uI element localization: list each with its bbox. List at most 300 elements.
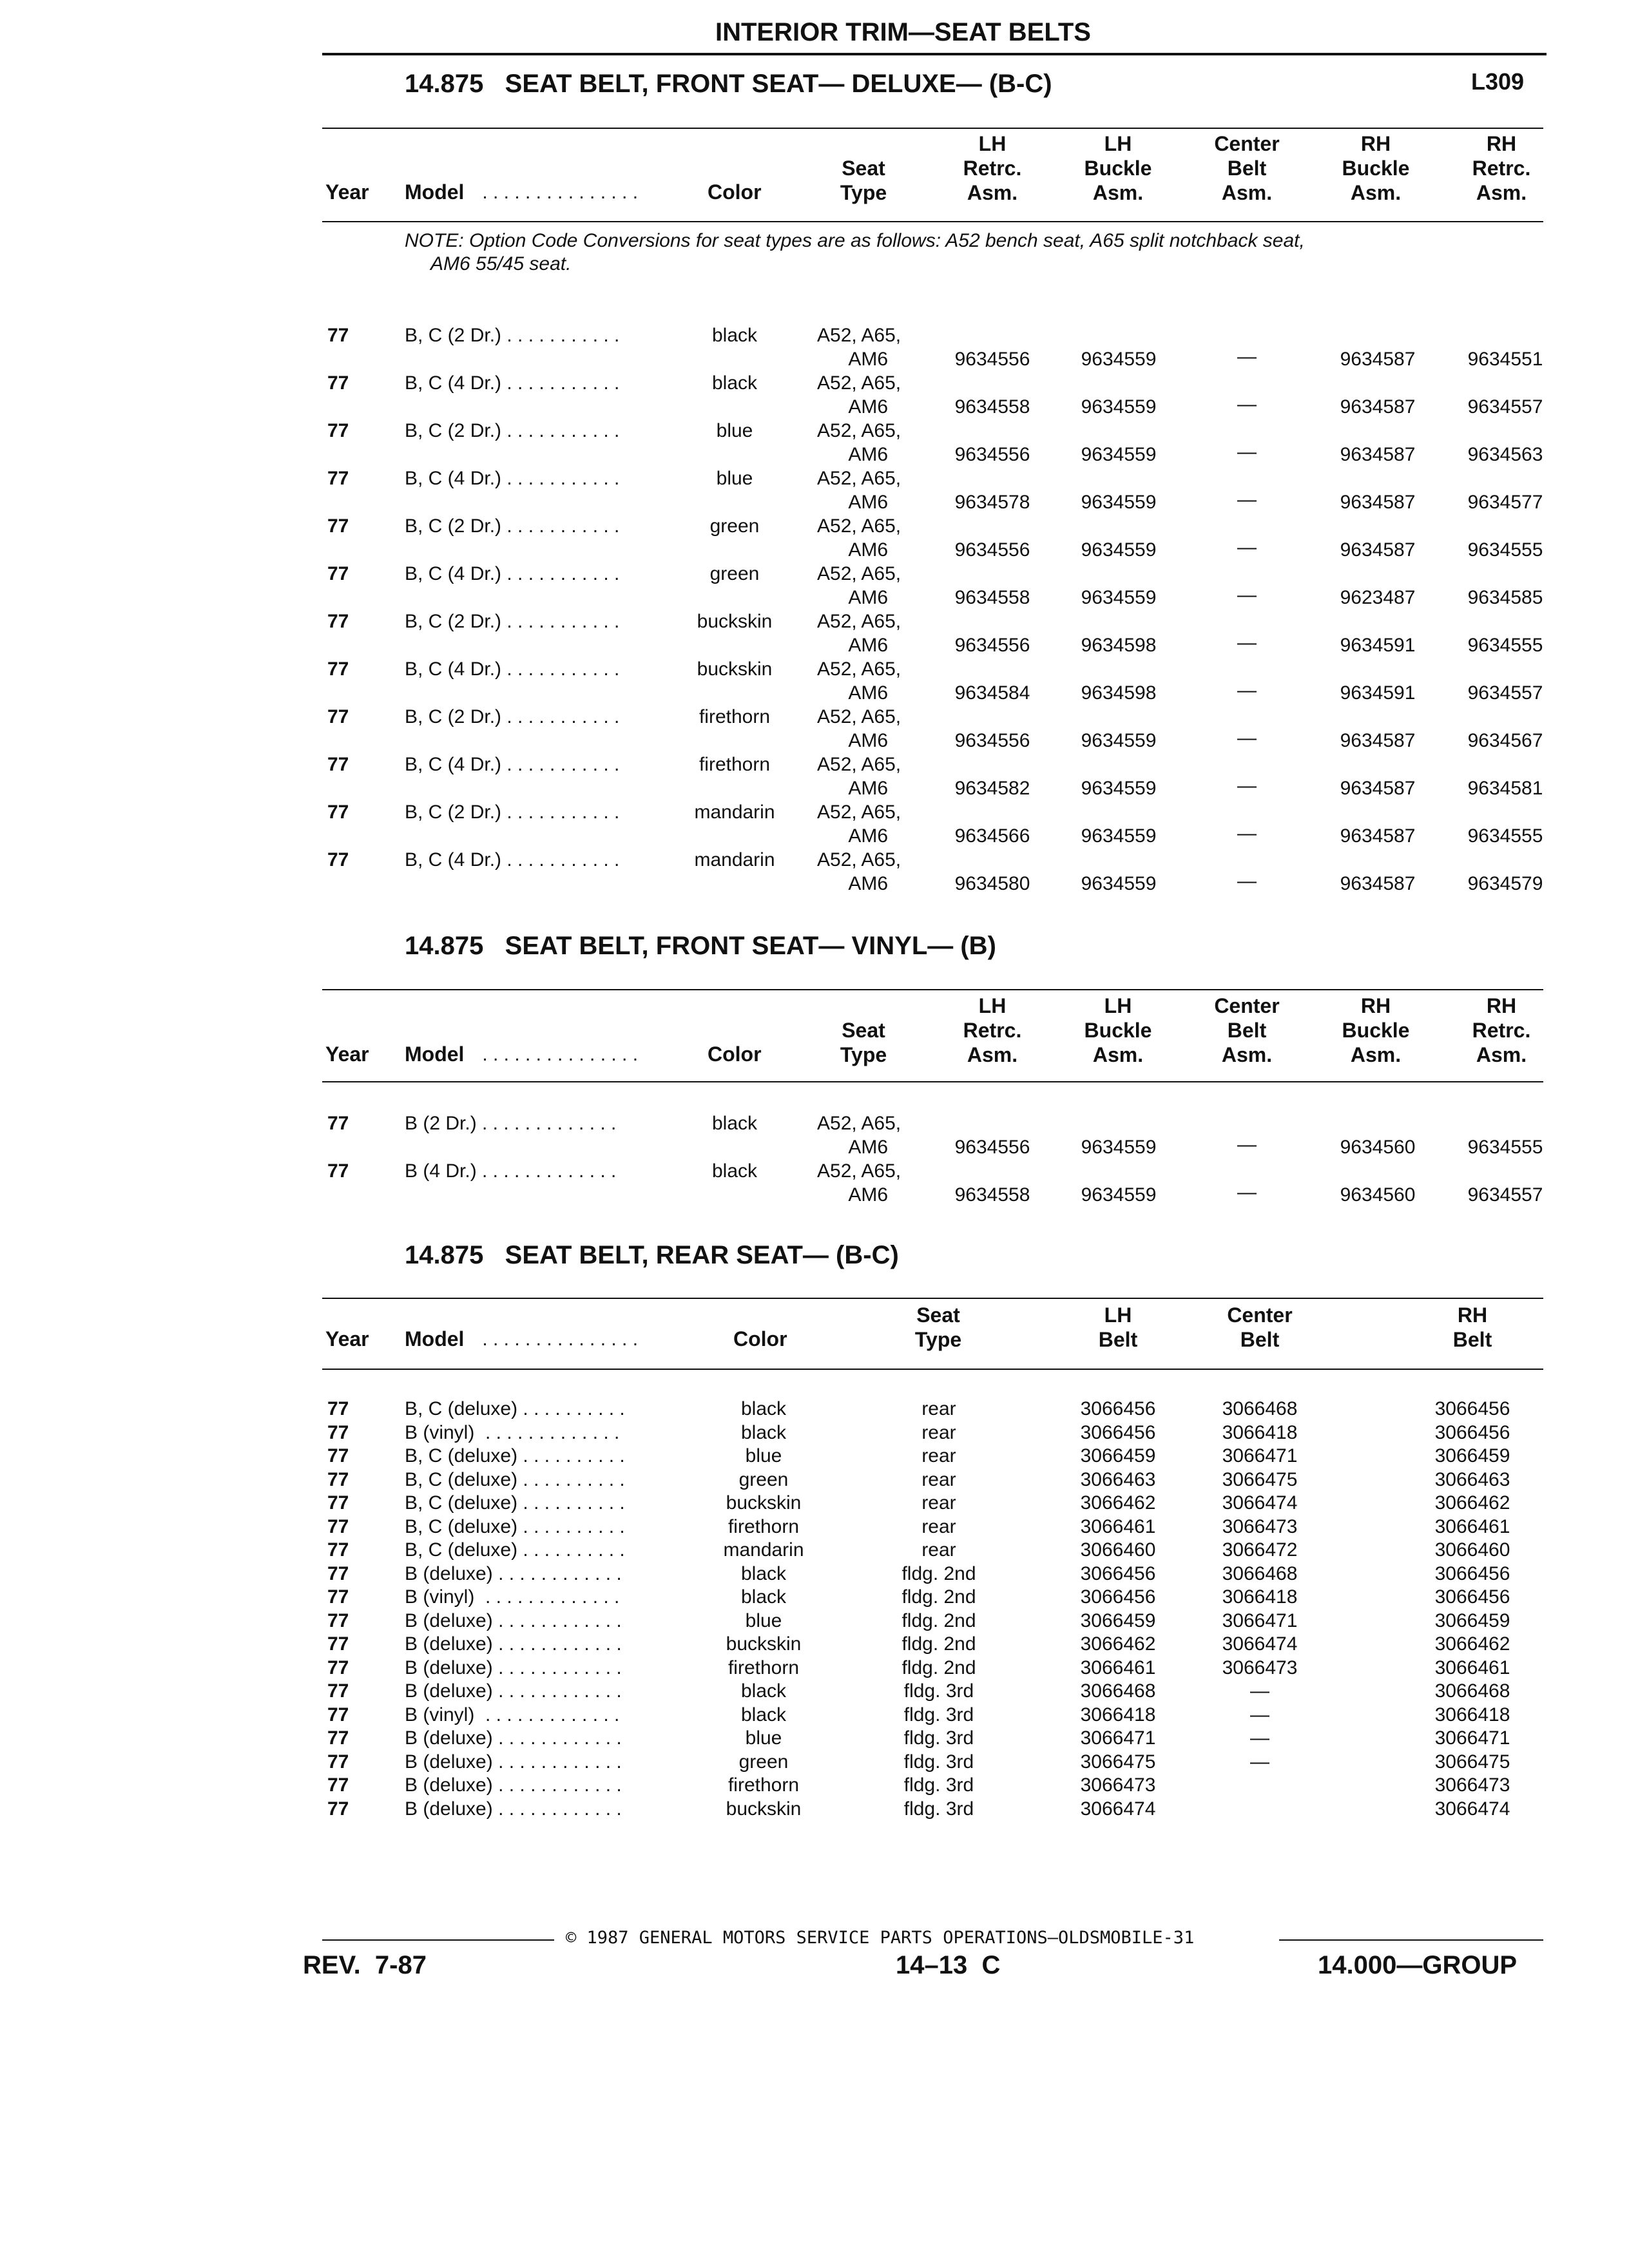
row-lh-buckle: 9634559 [1081, 539, 1157, 561]
row-year: 77 [327, 611, 349, 632]
row-color: firethorn [728, 1515, 800, 1537]
row-lh-buckle: 9634559 [1081, 778, 1157, 799]
row-model: B (deluxe) . . . . . . . . . . . . [405, 1774, 622, 1796]
row-center-belt: — [1237, 727, 1257, 749]
header-color: Color [708, 180, 762, 204]
row-lh-buckle: 9634559 [1081, 730, 1157, 751]
row-rh-belt: 3066461 [1434, 1657, 1510, 1678]
header-center-belt: Center Belt Asm. [1214, 994, 1280, 1066]
row-color: black [740, 1704, 787, 1725]
row-center-belt: 3066473 [1222, 1657, 1298, 1678]
row-seat-type-line1: A52, A65, [817, 563, 901, 584]
row-lh-retrc: 9634556 [954, 730, 1030, 751]
row-seat-type-line2: AM6 [848, 730, 888, 751]
row-color: blue [716, 420, 753, 441]
row-model: B, C (deluxe) . . . . . . . . . . [405, 1445, 625, 1466]
row-rh-retrc: 9634563 [1467, 444, 1543, 465]
row-color: blue [745, 1445, 782, 1466]
row-color: black [740, 1586, 787, 1608]
row-color: black [711, 325, 758, 346]
row-year: 77 [327, 849, 349, 870]
row-model: B, C (deluxe) . . . . . . . . . . [405, 1398, 625, 1419]
row-seat-type: fldg. 3rd [903, 1798, 974, 1820]
row-model: B (deluxe) . . . . . . . . . . . . [405, 1680, 622, 1702]
row-year: 77 [327, 1751, 349, 1773]
row-center-belt: — [1237, 1134, 1257, 1155]
row-lh-belt: 3066462 [1080, 1633, 1156, 1655]
page-code: L309 [1471, 68, 1525, 95]
row-seat-type-line1: A52, A65, [817, 515, 901, 537]
row-lh-retrc: 9634556 [954, 444, 1030, 465]
row-rh-belt: 3066473 [1434, 1774, 1510, 1796]
row-year: 77 [327, 1492, 349, 1514]
row-color: black [711, 372, 758, 394]
row-year: 77 [327, 515, 349, 537]
row-year: 77 [327, 706, 349, 727]
header-rh-buckle: RH Buckle Asm. [1342, 132, 1410, 204]
header-rh-retrc: RH Retrc. Asm. [1472, 132, 1531, 204]
row-lh-retrc: 9634566 [954, 825, 1030, 847]
section3-top-rule [322, 1298, 1543, 1299]
section1-header-rule [322, 221, 1543, 222]
row-color: blue [716, 468, 753, 489]
row-lh-buckle: 9634559 [1081, 825, 1157, 847]
row-lh-retrc: 9634558 [954, 587, 1030, 608]
row-lh-belt: 3066456 [1080, 1421, 1156, 1443]
row-rh-buckle: 9634587 [1340, 492, 1416, 513]
row-model: B (deluxe) . . . . . . . . . . . . [405, 1633, 622, 1655]
row-color: black [740, 1562, 787, 1584]
row-center-belt: 3066472 [1222, 1539, 1298, 1561]
row-model: B, C (4 Dr.) . . . . . . . . . . . [405, 658, 620, 680]
header-year: Year [325, 1043, 369, 1066]
header-year: Year [325, 180, 369, 204]
row-center-belt: — [1250, 1727, 1269, 1749]
header-rh-retrc: RH Retrc. Asm. [1472, 994, 1531, 1066]
row-lh-retrc: 9634582 [954, 778, 1030, 799]
row-lh-belt: 3066460 [1080, 1539, 1156, 1561]
row-rh-retrc: 9634555 [1467, 1137, 1543, 1158]
row-color: mandarin [723, 1539, 804, 1561]
row-model: B, C (2 Dr.) . . . . . . . . . . . [405, 325, 620, 346]
row-model: B (vinyl) . . . . . . . . . . . . . [405, 1421, 620, 1443]
row-year: 77 [327, 468, 349, 489]
row-seat-type-line1: A52, A65, [817, 1113, 901, 1134]
row-lh-belt: 3066418 [1080, 1704, 1156, 1725]
header-rh-buckle: RH Buckle Asm. [1342, 994, 1410, 1066]
row-model: B, C (deluxe) . . . . . . . . . . [405, 1492, 625, 1514]
row-rh-belt: 3066471 [1434, 1727, 1510, 1749]
row-rh-belt: 3066462 [1434, 1492, 1510, 1514]
row-color: buckskin [697, 658, 773, 680]
row-lh-belt: 3066462 [1080, 1492, 1156, 1514]
header-model-dots: . . . . . . . . . . . . . . . [477, 1044, 639, 1065]
row-center-belt: — [1237, 394, 1257, 415]
row-seat-type-line1: A52, A65, [817, 1160, 901, 1182]
row-year: 77 [327, 1610, 349, 1631]
row-color: buckskin [726, 1492, 802, 1514]
row-seat-type-line1: A52, A65, [817, 468, 901, 489]
header-lh-buckle: LH Buckle Asm. [1084, 132, 1152, 204]
row-rh-retrc: 9634555 [1467, 825, 1543, 847]
row-color: buckskin [697, 611, 773, 632]
row-color: firethorn [699, 754, 771, 775]
header-model: Model [405, 180, 465, 204]
row-seat-type: rear [921, 1515, 956, 1537]
row-year: 77 [327, 754, 349, 775]
row-model: B (vinyl) . . . . . . . . . . . . . [405, 1586, 620, 1608]
row-lh-belt: 3066473 [1080, 1774, 1156, 1796]
row-lh-belt: 3066474 [1080, 1798, 1156, 1820]
row-seat-type: rear [921, 1421, 956, 1443]
row-year: 77 [327, 1680, 349, 1702]
row-center-belt: 3066418 [1222, 1421, 1298, 1443]
row-seat-type: rear [921, 1468, 956, 1490]
row-rh-belt: 3066456 [1434, 1562, 1510, 1584]
row-seat-type-line1: A52, A65, [817, 372, 901, 394]
row-lh-retrc: 9634558 [954, 1184, 1030, 1206]
row-year: 77 [327, 1445, 349, 1466]
row-seat-type: fldg. 2nd [901, 1562, 976, 1584]
header-lh-buckle: LH Buckle Asm. [1084, 994, 1152, 1066]
row-center-belt: — [1237, 537, 1257, 558]
row-color: firethorn [699, 706, 771, 727]
row-lh-buckle: 9634559 [1081, 396, 1157, 418]
header-lh-belt: LH Belt [1098, 1303, 1138, 1351]
row-seat-type-line2: AM6 [848, 778, 888, 799]
row-year: 77 [327, 1398, 349, 1419]
row-rh-belt: 3066418 [1434, 1704, 1510, 1725]
row-center-belt: 3066473 [1222, 1515, 1298, 1537]
row-model: B (deluxe) . . . . . . . . . . . . [405, 1657, 622, 1678]
row-center-belt: 3066474 [1222, 1492, 1298, 1514]
row-rh-belt: 3066456 [1434, 1398, 1510, 1419]
row-year: 77 [327, 1539, 349, 1561]
row-seat-type-line2: AM6 [848, 492, 888, 513]
header-center-belt: Center Belt Asm. [1214, 132, 1280, 204]
row-seat-type: fldg. 3rd [903, 1680, 974, 1702]
row-seat-type-line1: A52, A65, [817, 802, 901, 823]
row-rh-retrc: 9634579 [1467, 873, 1543, 894]
row-color: blue [745, 1727, 782, 1749]
row-rh-belt: 3066468 [1434, 1680, 1510, 1702]
row-lh-buckle: 9634598 [1081, 635, 1157, 656]
row-model: B (deluxe) . . . . . . . . . . . . [405, 1562, 622, 1584]
row-year: 77 [327, 1113, 349, 1134]
row-year: 77 [327, 1515, 349, 1537]
row-model: B, C (2 Dr.) . . . . . . . . . . . [405, 420, 620, 441]
footer-copyright: © 1987 GENERAL MOTORS SERVICE PARTS OPERATIONS—OLDSMOBILE-31 [566, 1928, 1195, 1948]
row-seat-type: fldg. 3rd [903, 1704, 974, 1725]
header-year: Year [325, 1327, 369, 1350]
page-header-title: INTERIOR TRIM—SEAT BELTS [715, 18, 1091, 46]
row-rh-buckle: 9634587 [1340, 444, 1416, 465]
row-seat-type-line2: AM6 [848, 635, 888, 656]
row-rh-retrc: 9634555 [1467, 539, 1543, 561]
footer-rule-right [1279, 1939, 1543, 1941]
header-seat-type: Seat Type [914, 1303, 962, 1351]
row-rh-buckle: 9634587 [1340, 349, 1416, 370]
row-seat-type-line1: A52, A65, [817, 706, 901, 727]
row-color: green [709, 563, 760, 584]
row-year: 77 [327, 1727, 349, 1749]
row-model: B, C (4 Dr.) . . . . . . . . . . . [405, 849, 620, 870]
section3-header-rule [322, 1369, 1543, 1370]
row-year: 77 [327, 802, 349, 823]
row-lh-buckle: 9634559 [1081, 492, 1157, 513]
row-seat-type-line2: AM6 [848, 1137, 888, 1158]
row-color: green [738, 1751, 789, 1773]
section2-top-rule [322, 989, 1543, 990]
row-color: buckskin [726, 1798, 802, 1820]
row-rh-buckle: 9634587 [1340, 873, 1416, 894]
row-rh-retrc: 9634557 [1467, 682, 1543, 704]
row-model: B, C (deluxe) . . . . . . . . . . [405, 1515, 625, 1537]
row-model: B, C (2 Dr.) . . . . . . . . . . . [405, 802, 620, 823]
row-seat-type: fldg. 2nd [901, 1633, 976, 1655]
row-center-belt: — [1237, 1182, 1257, 1203]
row-model: B, C (4 Dr.) . . . . . . . . . . . [405, 754, 620, 775]
row-rh-buckle: 9634587 [1340, 825, 1416, 847]
row-rh-retrc: 9634585 [1467, 587, 1543, 608]
row-center-belt: 3066471 [1222, 1610, 1298, 1631]
row-seat-type-line2: AM6 [848, 825, 888, 847]
row-color: blue [745, 1610, 782, 1631]
row-seat-type-line2: AM6 [848, 1184, 888, 1206]
row-seat-type-line1: A52, A65, [817, 754, 901, 775]
footer-group: 14.000—GROUP [1318, 1951, 1518, 1979]
header-model-dots: . . . . . . . . . . . . . . . [477, 182, 639, 203]
row-rh-retrc: 9634557 [1467, 396, 1543, 418]
row-model: B, C (2 Dr.) . . . . . . . . . . . [405, 611, 620, 632]
row-center-belt: — [1237, 823, 1257, 844]
row-model: B, C (deluxe) . . . . . . . . . . [405, 1539, 625, 1561]
row-rh-retrc: 9634557 [1467, 1184, 1543, 1206]
row-rh-belt: 3066463 [1434, 1468, 1510, 1490]
row-lh-retrc: 9634558 [954, 396, 1030, 418]
row-color: green [709, 515, 760, 537]
row-center-belt: — [1237, 775, 1257, 796]
row-center-belt: 3066471 [1222, 1445, 1298, 1466]
row-model: B, C (2 Dr.) . . . . . . . . . . . [405, 515, 620, 537]
row-seat-type: fldg. 2nd [901, 1657, 976, 1678]
row-color: black [740, 1398, 787, 1419]
row-center-belt: — [1237, 870, 1257, 892]
row-rh-retrc: 9634581 [1467, 778, 1543, 799]
row-center-belt: — [1250, 1751, 1269, 1773]
row-center-belt: 3066468 [1222, 1398, 1298, 1419]
row-seat-type: rear [921, 1445, 956, 1466]
row-rh-retrc: 9634551 [1467, 349, 1543, 370]
row-seat-type-line2: AM6 [848, 587, 888, 608]
row-rh-retrc: 9634555 [1467, 635, 1543, 656]
row-seat-type: rear [921, 1539, 956, 1561]
section3-title: 14.875 SEAT BELT, REAR SEAT— (B-C) [405, 1241, 899, 1269]
row-rh-buckle: 9634587 [1340, 730, 1416, 751]
row-lh-belt: 3066456 [1080, 1398, 1156, 1419]
row-year: 77 [327, 1633, 349, 1655]
row-year: 77 [327, 1704, 349, 1725]
row-lh-buckle: 9634559 [1081, 1184, 1157, 1206]
row-rh-buckle: 9634591 [1340, 635, 1416, 656]
row-lh-buckle: 9634559 [1081, 349, 1157, 370]
header-seat-type: Seat Type [840, 1019, 887, 1066]
section1-note-line2: AM6 55/45 seat. [430, 253, 572, 274]
row-center-belt: — [1237, 489, 1257, 510]
row-model: B, C (4 Dr.) . . . . . . . . . . . [405, 563, 620, 584]
section2-title: 14.875 SEAT BELT, FRONT SEAT— VINYL— (B) [405, 932, 996, 960]
row-year: 77 [327, 1160, 349, 1182]
row-year: 77 [327, 1798, 349, 1820]
row-center-belt: — [1237, 346, 1257, 367]
row-seat-type: fldg. 2nd [901, 1586, 976, 1608]
row-color: firethorn [728, 1774, 800, 1796]
row-seat-type: fldg. 3rd [903, 1774, 974, 1796]
row-color: firethorn [728, 1657, 800, 1678]
row-rh-buckle: 9634587 [1340, 778, 1416, 799]
row-center-belt: — [1250, 1680, 1269, 1702]
row-lh-belt: 3066475 [1080, 1751, 1156, 1773]
row-lh-belt: 3066456 [1080, 1586, 1156, 1608]
row-lh-belt: 3066468 [1080, 1680, 1156, 1702]
row-seat-type-line1: A52, A65, [817, 849, 901, 870]
row-seat-type-line1: A52, A65, [817, 325, 901, 346]
row-color: black [711, 1113, 758, 1134]
header-model-dots: . . . . . . . . . . . . . . . [477, 1329, 639, 1350]
row-model: B, C (2 Dr.) . . . . . . . . . . . [405, 706, 620, 727]
footer-revision: REV. 7-87 [303, 1951, 427, 1979]
row-center-belt: 3066474 [1222, 1633, 1298, 1655]
row-rh-buckle: 9634560 [1340, 1137, 1416, 1158]
row-seat-type-line2: AM6 [848, 444, 888, 465]
header-model: Model [405, 1327, 465, 1350]
row-seat-type: fldg. 3rd [903, 1727, 974, 1749]
row-rh-belt: 3066459 [1434, 1610, 1510, 1631]
row-rh-belt: 3066462 [1434, 1633, 1510, 1655]
row-model: B (deluxe) . . . . . . . . . . . . [405, 1610, 622, 1631]
row-rh-retrc: 9634567 [1467, 730, 1543, 751]
row-rh-belt: 3066475 [1434, 1751, 1510, 1773]
row-lh-belt: 3066461 [1080, 1657, 1156, 1678]
row-lh-retrc: 9634584 [954, 682, 1030, 704]
row-rh-buckle: 9634560 [1340, 1184, 1416, 1206]
header-model: Model [405, 1043, 465, 1066]
footer-rule-left [322, 1939, 554, 1941]
header-color: Color [708, 1043, 762, 1066]
row-lh-buckle: 9634598 [1081, 682, 1157, 704]
row-color: black [711, 1160, 758, 1182]
row-seat-type-line2: AM6 [848, 873, 888, 894]
row-lh-retrc: 9634556 [954, 635, 1030, 656]
row-center-belt: — [1237, 680, 1257, 701]
row-center-belt: — [1237, 632, 1257, 653]
row-rh-retrc: 9634577 [1467, 492, 1543, 513]
header-seat-type: Seat Type [840, 157, 887, 204]
row-lh-retrc: 9634580 [954, 873, 1030, 894]
row-year: 77 [327, 658, 349, 680]
row-center-belt: 3066468 [1222, 1562, 1298, 1584]
row-rh-belt: 3066460 [1434, 1539, 1510, 1561]
row-color: buckskin [726, 1633, 802, 1655]
row-lh-belt: 3066463 [1080, 1468, 1156, 1490]
footer-page-number: 14–13 C [896, 1951, 1001, 1979]
section1-top-rule [322, 128, 1543, 129]
row-rh-buckle: 9634591 [1340, 682, 1416, 704]
row-seat-type-line1: A52, A65, [817, 658, 901, 680]
row-year: 77 [327, 1421, 349, 1443]
row-model: B (4 Dr.) . . . . . . . . . . . . . [405, 1160, 617, 1182]
row-rh-buckle: 9634587 [1340, 396, 1416, 418]
row-rh-belt: 3066456 [1434, 1421, 1510, 1443]
header-rule [322, 53, 1547, 55]
row-lh-retrc: 9634556 [954, 539, 1030, 561]
row-model: B, C (4 Dr.) . . . . . . . . . . . [405, 372, 620, 394]
row-model: B, C (deluxe) . . . . . . . . . . [405, 1468, 625, 1490]
row-model: B (deluxe) . . . . . . . . . . . . [405, 1727, 622, 1749]
row-year: 77 [327, 1468, 349, 1490]
row-center-belt: 3066418 [1222, 1586, 1298, 1608]
header-rh-belt: RH Belt [1452, 1303, 1492, 1351]
row-year: 77 [327, 325, 349, 346]
row-lh-retrc: 9634556 [954, 349, 1030, 370]
row-rh-belt: 3066474 [1434, 1798, 1510, 1820]
row-lh-belt: 3066459 [1080, 1610, 1156, 1631]
row-year: 77 [327, 1562, 349, 1584]
row-seat-type-line1: A52, A65, [817, 420, 901, 441]
row-rh-buckle: 9623487 [1340, 587, 1416, 608]
header-center-belt: Center Belt [1227, 1303, 1293, 1351]
row-lh-buckle: 9634559 [1081, 873, 1157, 894]
row-rh-belt: 3066456 [1434, 1586, 1510, 1608]
row-seat-type-line1: A52, A65, [817, 611, 901, 632]
row-model: B (2 Dr.) . . . . . . . . . . . . . [405, 1113, 617, 1134]
row-year: 77 [327, 372, 349, 394]
row-color: black [740, 1680, 787, 1702]
row-color: mandarin [694, 849, 775, 870]
row-lh-buckle: 9634559 [1081, 1137, 1157, 1158]
row-lh-belt: 3066459 [1080, 1445, 1156, 1466]
section1-note-line1: NOTE: Option Code Conversions for seat types are as follows: A52 bench seat, A65 split notchback seat, [405, 230, 1305, 251]
row-seat-type-line2: AM6 [848, 539, 888, 561]
row-seat-type-line2: AM6 [848, 396, 888, 418]
row-seat-type-line2: AM6 [848, 682, 888, 704]
row-model: B (deluxe) . . . . . . . . . . . . [405, 1798, 622, 1820]
row-center-belt: — [1237, 584, 1257, 606]
header-lh-retrc: LH Retrc. Asm. [963, 994, 1022, 1066]
row-year: 77 [327, 1774, 349, 1796]
row-lh-belt: 3066456 [1080, 1562, 1156, 1584]
row-center-belt: 3066475 [1222, 1468, 1298, 1490]
header-color: Color [733, 1327, 787, 1350]
section1-title: 14.875 SEAT BELT, FRONT SEAT— DELUXE— (B-C) [405, 70, 1052, 98]
row-rh-buckle: 9634587 [1340, 539, 1416, 561]
row-seat-type: rear [921, 1492, 956, 1514]
row-rh-belt: 3066459 [1434, 1445, 1510, 1466]
row-lh-belt: 3066461 [1080, 1515, 1156, 1537]
row-lh-retrc: 9634578 [954, 492, 1030, 513]
row-year: 77 [327, 563, 349, 584]
row-seat-type: fldg. 2nd [901, 1610, 976, 1631]
row-rh-belt: 3066461 [1434, 1515, 1510, 1537]
row-year: 77 [327, 420, 349, 441]
row-lh-belt: 3066471 [1080, 1727, 1156, 1749]
row-center-belt: — [1237, 441, 1257, 463]
row-lh-retrc: 9634556 [954, 1137, 1030, 1158]
row-center-belt: — [1250, 1704, 1269, 1725]
row-model: B (vinyl) . . . . . . . . . . . . . [405, 1704, 620, 1725]
header-lh-retrc: LH Retrc. Asm. [963, 132, 1022, 204]
row-seat-type-line2: AM6 [848, 349, 888, 370]
